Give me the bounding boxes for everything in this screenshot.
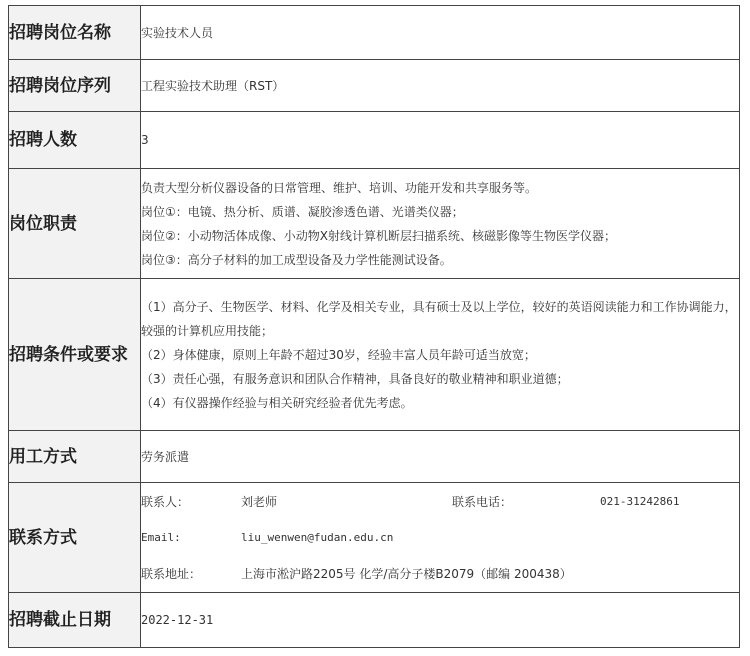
contact-email-line (141, 520, 739, 556)
row-duties (9, 169, 740, 279)
contact-person-key: 联系人： (141, 494, 190, 509)
contact-phone-value: 021-31242861 (600, 494, 680, 508)
duties-label: 岗位职责 (9, 169, 141, 279)
employment-label: 用工方式 (9, 431, 141, 483)
requirements-value (141, 279, 740, 431)
contact-person-name: 刘老师 (241, 494, 278, 509)
position-name-value: 实验技术人员 (141, 6, 740, 60)
requirements-line: （3）责任心强，有服务意识和团队合作精神，具备良好的敬业精神和职业道德； (141, 371, 569, 386)
requirements-line: （1）高分子、生物医学、材料、化学及相关专业，具有硕士及以上学位，较好的英语阅读能力和工作协调能力，较强的计算机应用技能； (141, 299, 737, 338)
headcount-value: 3 (141, 112, 740, 169)
duties-value (141, 169, 740, 279)
contact-email-value[interactable]: liu_wenwen@fudan.edu.cn (241, 530, 394, 544)
contact-email-key: Email: (141, 530, 181, 544)
position-series-label: 招聘岗位序列 (9, 60, 141, 112)
row-position-series (9, 60, 740, 112)
contact-value (141, 483, 740, 593)
duties-line: 负责大型分析仪器设备的日常管理、维护、培训、功能开发和共享服务等。 (141, 180, 538, 195)
job-posting-table (8, 5, 740, 648)
requirements-line: （4）有仪器操作经验与相关研究经验者优先考虑。 (141, 395, 413, 410)
position-name-label: 招聘岗位名称 (9, 6, 141, 60)
headcount-label: 招聘人数 (9, 112, 141, 169)
row-deadline (9, 593, 740, 648)
contact-address-key: 联系地址： (141, 566, 202, 581)
duties-line: 岗位①：电镜、热分析、质谱、凝胶渗透色谱、光谱类仪器； (141, 204, 464, 219)
requirements-line: （2）身体健康，原则上年龄不超过30岁，经验丰富人员年龄可适当放宽； (141, 347, 536, 362)
employment-value: 劳务派遣 (141, 431, 740, 483)
contact-label: 联系方式 (9, 483, 141, 593)
row-requirements (9, 279, 740, 431)
row-contact (9, 483, 740, 593)
row-employment (9, 431, 740, 483)
contact-phone-key: 联系电话： (452, 494, 513, 509)
deadline-label: 招聘截止日期 (9, 593, 141, 648)
row-headcount (9, 112, 740, 169)
requirements-label: 招聘条件或要求 (9, 279, 141, 431)
contact-address-line (141, 556, 739, 592)
contact-address-value: 上海市淞沪路2205号 化学/高分子楼B2079（邮编 200438） (241, 566, 572, 581)
duties-line: 岗位②：小动物活体成像、小动物X射线计算机断层扫描系统、核磁影像等生物医学仪器； (141, 228, 616, 243)
position-series-value: 工程实验技术助理（RST） (141, 60, 740, 112)
deadline-value: 2022-12-31 (141, 593, 740, 648)
row-position-name (9, 6, 740, 60)
duties-line: 岗位③：高分子材料的加工成型设备及力学性能测试设备。 (141, 252, 452, 267)
contact-person-line (141, 484, 739, 520)
